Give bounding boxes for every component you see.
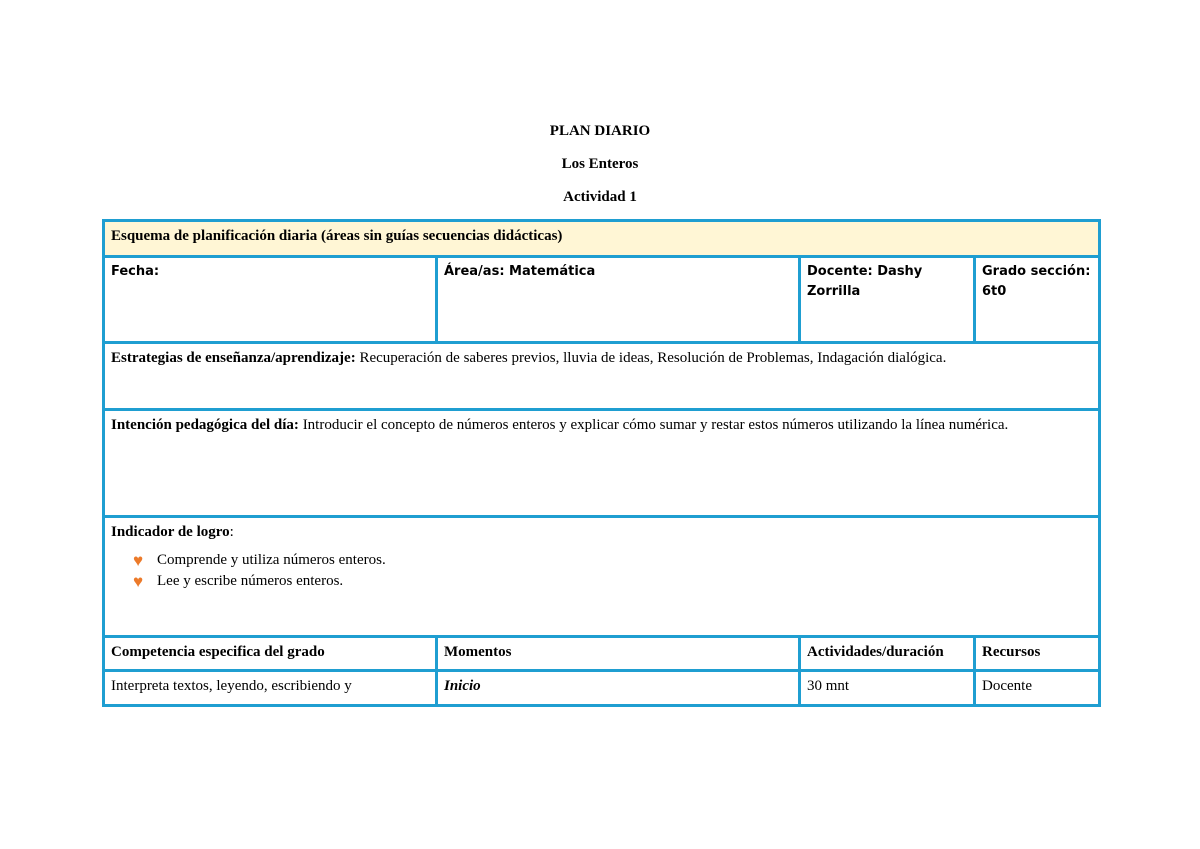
indicador-colon: : (229, 524, 234, 540)
col-header-momentos: Momentos (437, 637, 800, 671)
indicador-cell (104, 517, 1100, 637)
intencion-label: Intención pedagógica del día: (111, 417, 299, 433)
document-title: PLAN DIARIO (549, 123, 651, 139)
row-actividades: 30 mnt (800, 671, 975, 706)
area-cell: Área/as: Matemática (437, 257, 800, 343)
fecha-cell: Fecha: (104, 257, 437, 343)
list-item: ♥ Lee y escribe números enteros. (133, 572, 344, 591)
heart-icon: ♥ (133, 572, 144, 591)
docente-cell: Docente: Dashy Zorrilla (800, 257, 975, 343)
estrategias-cell (104, 343, 1100, 410)
row-momentos: Inicio (437, 671, 800, 706)
plan-table (102, 219, 1101, 707)
indicador-label: Indicador de logro (111, 524, 230, 540)
estrategias-text: Recuperación de saberes previos, lluvia de ideas, Resolución de Problemas, Indagación dialógica. (355, 350, 947, 366)
row-recursos: Docente (975, 671, 1100, 706)
estrategias-label: Estrategias de enseñanza/aprendizaje: (111, 350, 356, 366)
table-header: Esquema de planificación diaria (áreas sin guías secuencias didácticas) (104, 221, 1100, 257)
col-header-competencia: Competencia especifica del grado (104, 637, 437, 671)
intencion-text: Introducir el concepto de números enteros y explicar cómo sumar y restar estos números utilizando la línea numérica. (298, 417, 1009, 433)
list-item: ♥ Comprende y utiliza números enteros. (133, 551, 386, 570)
col-header-actividades: Actividades/duración (800, 637, 975, 671)
grado-cell: Grado sección: 6t0 (975, 257, 1100, 343)
col-header-recursos: Recursos (975, 637, 1100, 671)
activity-title: Actividad 1 (563, 189, 637, 205)
heart-icon: ♥ (133, 551, 144, 570)
row-competencia: Interpreta textos, leyendo, escribiendo y (104, 671, 437, 706)
document-subtitle: Los Enteros (561, 156, 639, 172)
intencion-cell (104, 410, 1100, 517)
indicador-list (111, 550, 1092, 592)
